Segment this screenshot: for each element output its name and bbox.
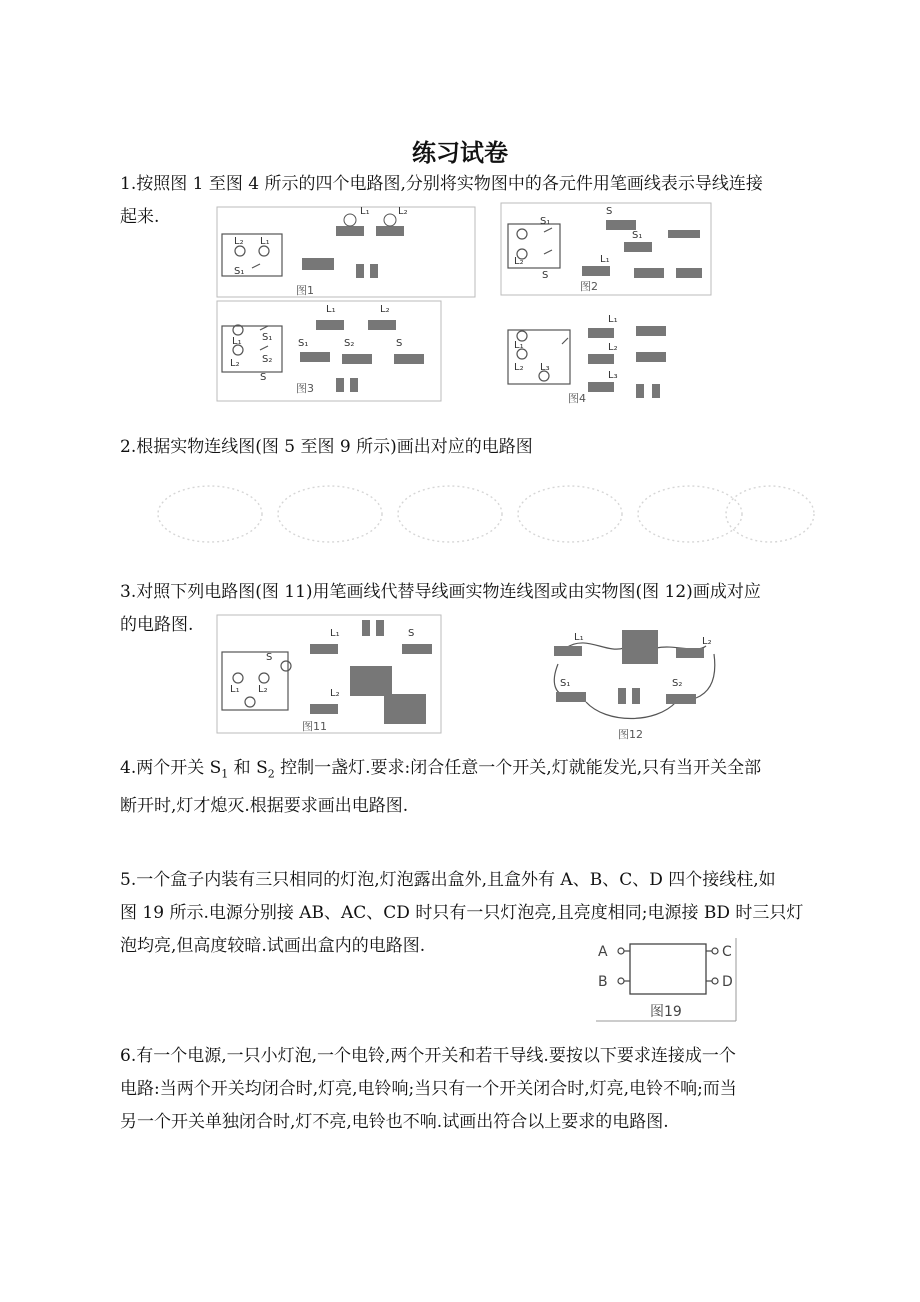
figure-11-caption: 图11 [302,720,327,733]
svg-text:S₂: S₂ [344,338,355,349]
figure-12-drawing [546,624,718,742]
svg-text:L₁: L₁ [260,236,270,247]
svg-text:L₂: L₂ [380,304,390,315]
question-6-line-2: 电路:当两个开关均闭合时,灯亮,电铃响;当只有一个开关闭合时,灯亮,电铃不响;而当 [120,1079,737,1099]
svg-text:S₁: S₁ [632,230,643,241]
question-4-line-1: 4.两个开关 $S_1$ 和 $S_2$ 控制一盏灯.要求:闭合任意一个开关,灯就能发光,只有当开关全部 [120,758,762,781]
figure-2-caption: 图2 [580,280,598,293]
svg-text:L₁: L₁ [574,632,584,643]
question-5-line-2: 图 19 所示.电源分别接 AB、AC、CD 时只有一只灯泡亮,且亮度相同;电源接 BD 时三只灯 [120,903,804,923]
figure-4 [502,304,678,408]
svg-text:S: S [606,206,613,217]
component-parts [582,220,702,278]
terminal-c-label: C [722,944,732,960]
figure-19 [594,936,740,1022]
question-1-line-1: 1.按照图 1 至图 4 所示的四个电路图,分别将实物图中的各元件用笔画线表示导线连接 [120,174,763,194]
circuit-diagram-4 [508,330,570,384]
question-3-line-1: 3.对照下列电路图(图 11)用笔画线代替导线画实物连线图或由实物图(图 12)画成对应 [120,582,761,602]
question-5-line-3: 泡均亮,但高度较暗.试画出盒内的电路图. [120,936,426,956]
question-6 [120,1040,810,1139]
svg-text:S: S [266,652,273,663]
svg-text:L₂: L₂ [234,236,244,247]
svg-text:L₁: L₁ [360,206,370,217]
svg-text:S₁: S₁ [540,216,551,227]
svg-text:S₂: S₂ [262,354,273,365]
svg-text:S₁: S₁ [234,266,245,277]
figure-19-caption: 图19 [650,1004,682,1020]
figure-3 [216,300,442,402]
svg-text:S₁: S₁ [262,332,273,343]
component-parts [588,326,666,398]
svg-text:S: S [396,338,403,349]
svg-text:L₁: L₁ [230,684,240,695]
figure-12 [546,624,718,742]
svg-text:L₁: L₁ [608,314,618,325]
figure-2 [500,202,712,296]
svg-text:L₁: L₁ [600,254,610,265]
svg-text:S₁: S₁ [298,338,309,349]
svg-text:L₂: L₂ [258,684,268,695]
figure-3-drawing [216,300,442,402]
terminal-a-label: A [598,944,608,960]
figure-1 [216,206,476,298]
component-bulbs [302,214,404,278]
svg-text:L₃: L₃ [540,362,550,373]
question-6-line-1: 6.有一个电源,一只小灯泡,一个电铃,两个开关和若干导线.要按以下要求连接成一个 [120,1046,736,1066]
black-box [630,944,706,994]
svg-text:L₂: L₂ [230,358,240,369]
figure-2-drawing [500,202,712,296]
watermark-band [150,478,820,550]
figure-12-caption: 图12 [618,728,643,741]
svg-text:L₂: L₂ [702,636,712,647]
question-2: 2.根据实物连线图(图 5 至图 9 所示)画出对应的电路图 [120,437,533,457]
svg-text:L₂: L₂ [330,688,340,699]
question-6-line-3: 另一个开关单独闭合时,灯不亮,电铃也不响.试画出符合以上要求的电路图. [120,1112,669,1132]
question-1-line-2: 起来. [120,207,160,227]
watermark-drawing [150,478,820,550]
figure-1-drawing [216,206,476,298]
component-parts [300,320,424,392]
question-5-line-1: 5.一个盒子内装有三只相同的灯泡,灯泡露出盒外,且盒外有 A、B、C、D 四个接线柱,如 [120,870,776,890]
page-title: 练习试卷 [412,139,508,167]
question-4 [120,752,810,823]
svg-text:L₂: L₂ [398,206,408,217]
figure-1-caption: 图1 [296,284,314,297]
svg-text:S₁: S₁ [560,678,571,689]
circuit-diagram-1 [222,234,282,276]
question-4-line-2: 断开时,灯才熄灭.根据要求画出电路图. [120,796,409,817]
svg-text:L₁: L₁ [330,628,340,639]
svg-text:S: S [408,628,415,639]
figure-4-drawing [502,304,678,408]
svg-text:L₃: L₃ [608,370,618,381]
question-3-line-2: 的电路图. [120,615,194,635]
figure-4-caption: 图4 [568,392,586,405]
figure-11-drawing [216,614,442,734]
svg-text:L₁: L₁ [514,340,524,351]
terminal-b-label: B [598,974,608,990]
svg-text:S₂: S₂ [672,678,683,689]
terminals [618,948,718,984]
svg-text:S: S [542,270,549,281]
figure-3-caption: 图3 [296,382,314,395]
svg-text:L₂: L₂ [514,256,524,267]
svg-text:S: S [260,372,267,383]
figure-11 [216,614,442,734]
circuit-diagram-11 [222,652,291,710]
terminal-d-label: D [722,974,733,990]
svg-text:L₂: L₂ [608,342,618,353]
figure-19-drawing [594,936,740,1022]
svg-text:L₂: L₂ [514,362,524,373]
svg-text:L₁: L₁ [326,304,336,315]
svg-text:L₁: L₁ [232,336,242,347]
